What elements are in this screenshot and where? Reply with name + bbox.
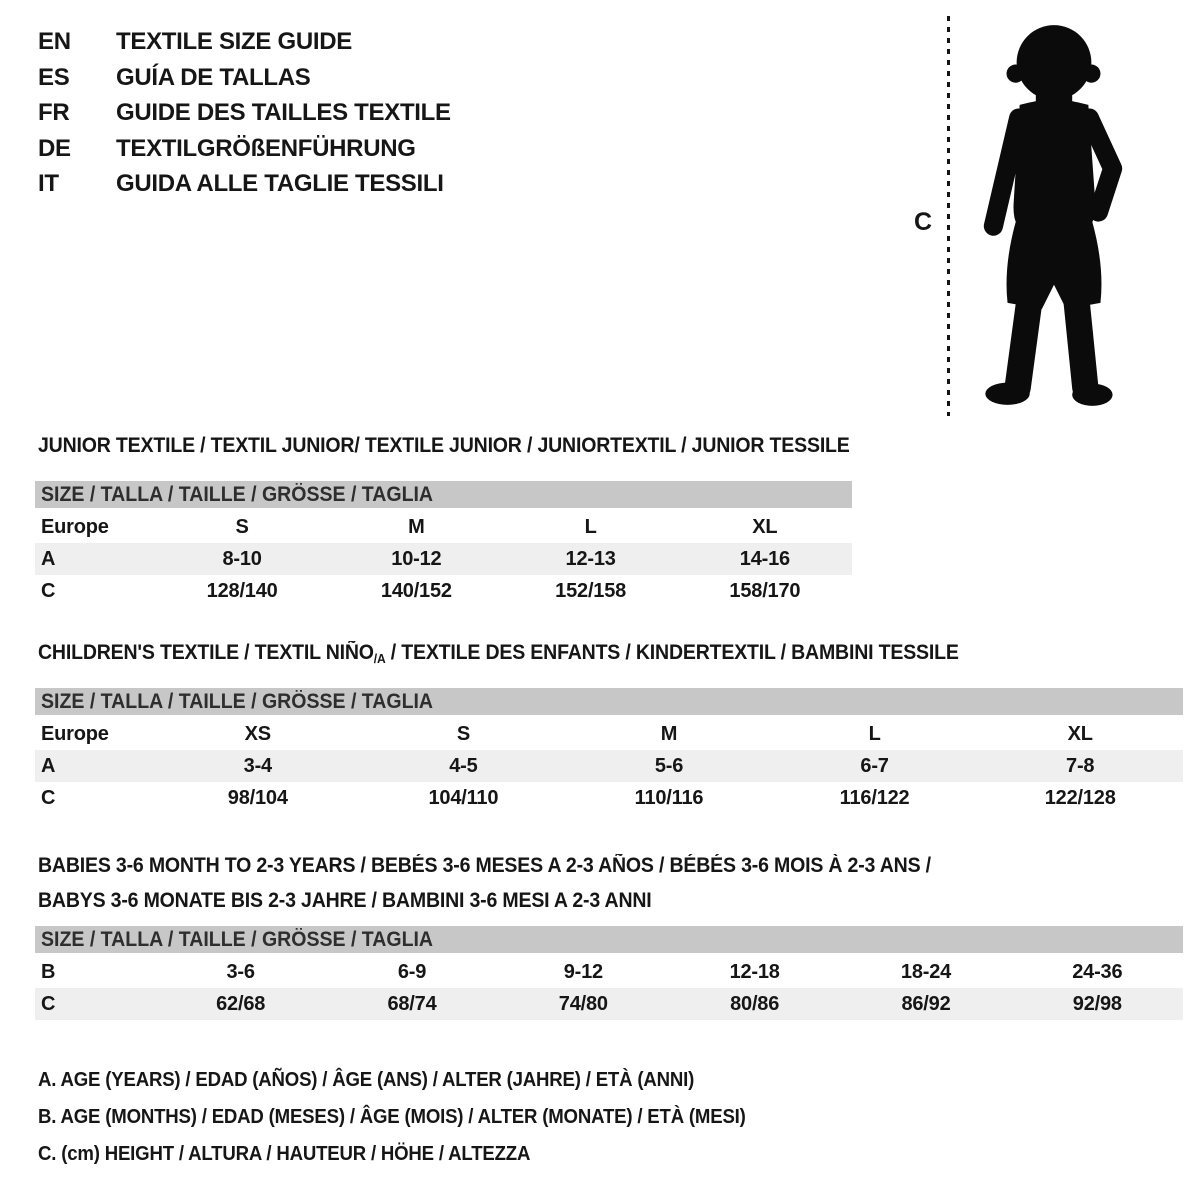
language-label: TEXTILGRÖßENFÜHRUNG [116, 134, 416, 162]
language-label: GUÍA DE TALLAS [116, 63, 311, 91]
language-code: ES [38, 63, 70, 91]
age-cell: 5-6 [654, 754, 684, 777]
size-cell: XS [244, 722, 271, 745]
legend-line-a [38, 1062, 799, 1099]
language-code: EN [38, 28, 71, 55]
legend-line-c [38, 1136, 799, 1173]
table-row-europe [35, 718, 1183, 750]
language-row-es [38, 60, 451, 96]
children-size-table [35, 688, 1183, 814]
age-cell: 4-5 [449, 754, 478, 777]
height-cell: 110/116 [634, 786, 704, 809]
size-header-bar [35, 481, 852, 508]
toddler-silhouette-icon [963, 12, 1145, 416]
size-cell: XL [1067, 722, 1093, 745]
age-cell: 9-12 [563, 960, 603, 983]
height-cell: 158/170 [729, 579, 801, 602]
language-row-fr [38, 95, 451, 131]
age-cell: 3-6 [226, 960, 255, 983]
table-row-age-months [35, 956, 1183, 988]
age-cell: 6-9 [397, 960, 427, 983]
age-cell: 12-13 [565, 547, 616, 570]
table-row-height [35, 782, 1183, 814]
size-header-text: SIZE / TALLA / TAILLE / GRÖSSE / TAGLIA [41, 483, 434, 506]
age-cell: 3-4 [243, 754, 272, 777]
babies-size-table [35, 926, 1183, 1020]
height-dashed-line [947, 16, 950, 416]
size-header-bar [35, 688, 1183, 715]
height-cell: 86/92 [901, 992, 951, 1015]
babies-table-title [38, 848, 998, 918]
legend-line-b [38, 1099, 799, 1136]
junior-table-title [38, 434, 911, 458]
babies-title-line1: BABIES 3-6 MONTH TO 2-3 YEARS / BEBÉS 3-6 MESES A 2-3 AÑOS / BÉBÉS 3-6 MOIS À 2-3 ANS / [38, 854, 931, 877]
height-cell: 116/122 [839, 786, 910, 809]
height-cell: 80/86 [730, 992, 780, 1015]
language-code: FR [38, 99, 70, 126]
row-label: C [41, 786, 56, 809]
height-cell: 62/68 [216, 992, 266, 1015]
height-cell: 152/158 [555, 579, 627, 602]
row-label: C [41, 992, 56, 1015]
age-cell: 18-24 [900, 960, 952, 983]
size-cell: XL [752, 515, 778, 538]
language-row-de [38, 131, 451, 167]
language-row-it [38, 166, 451, 202]
table-row-age [35, 750, 1183, 782]
size-header-bar [35, 926, 1183, 953]
table-row-height [35, 988, 1183, 1020]
babies-title-line2: BABYS 3-6 MONATE BIS 2-3 JAHRE / BAMBINI 3-6 MESI A 2-3 ANNI [38, 889, 652, 912]
row-label: C [41, 579, 56, 602]
children-title-post: / TEXTILE DES ENFANTS / KINDERTEXTIL / BAMBINI TESSILE [385, 641, 959, 664]
row-label: A [41, 547, 56, 570]
height-cell: 122/128 [1044, 786, 1116, 809]
language-label: GUIDA ALLE TAGLIE TESSILI [116, 170, 444, 197]
size-cell: M [660, 722, 678, 745]
language-label: GUIDE DES TAILLES TEXTILE [116, 99, 451, 126]
age-cell: 24-36 [1072, 960, 1123, 983]
size-cell: M [408, 515, 425, 538]
children-title-sub: /A [373, 651, 386, 666]
children-table-title-text [38, 641, 959, 666]
size-cell: S [235, 515, 249, 538]
measure-c-label: C [913, 208, 933, 236]
language-row-en [38, 24, 451, 60]
size-cell: L [868, 722, 881, 745]
legend-line-c-text: C. (cm) HEIGHT / ALTURA / HAUTEUR / HÖHE / ALTEZZA [38, 1143, 531, 1165]
junior-size-table [35, 481, 852, 607]
age-cell: 14-16 [739, 547, 790, 570]
height-cell: 74/80 [558, 992, 608, 1015]
language-label: TEXTILE SIZE GUIDE [116, 28, 352, 55]
table-row-europe [35, 511, 852, 543]
size-cell: L [584, 515, 597, 538]
height-cell: 104/110 [428, 786, 499, 809]
age-cell: 6-7 [860, 754, 889, 777]
size-header-text: SIZE / TALLA / TAILLE / GRÖSSE / TAGLIA [41, 690, 434, 713]
row-label: B [41, 960, 56, 983]
height-cell: 68/74 [387, 992, 437, 1015]
children-title-pre: CHILDREN'S TEXTILE / TEXTIL NIÑO [38, 641, 374, 664]
age-cell: 7-8 [1066, 754, 1095, 777]
legend-line-b-text: B. AGE (MONTHS) / EDAD (MESES) / ÂGE (MOIS) / ALTER (MONATE) / ETÀ (MESI) [38, 1106, 746, 1128]
size-header-text: SIZE / TALLA / TAILLE / GRÖSSE / TAGLIA [41, 928, 434, 951]
row-label: A [41, 754, 56, 777]
height-cell: 92/98 [1072, 992, 1122, 1015]
legend-line-a-text: A. AGE (YEARS) / EDAD (AÑOS) / ÂGE (ANS) / ALTER (JAHRE) / ETÀ (ANNI) [38, 1069, 695, 1091]
measurement-legend [38, 1062, 799, 1173]
language-code: IT [38, 170, 59, 197]
language-header [38, 24, 451, 202]
row-label: Europe [41, 515, 109, 538]
age-cell: 12-18 [729, 960, 780, 983]
table-row-height [35, 575, 852, 607]
junior-table-title-text: JUNIOR TEXTILE / TEXTIL JUNIOR/ TEXTILE JUNIOR / JUNIORTEXTIL / JUNIOR TESSILE [38, 434, 850, 457]
height-cell: 128/140 [206, 579, 278, 602]
height-cell: 98/104 [227, 786, 288, 809]
table-row-age [35, 543, 852, 575]
age-cell: 10-12 [391, 547, 442, 570]
language-code: DE [38, 134, 71, 162]
age-cell: 8-10 [222, 547, 262, 570]
height-cell: 140/152 [380, 579, 452, 602]
row-label: Europe [41, 722, 109, 745]
size-cell: S [456, 722, 470, 745]
children-table-title [38, 641, 1028, 666]
